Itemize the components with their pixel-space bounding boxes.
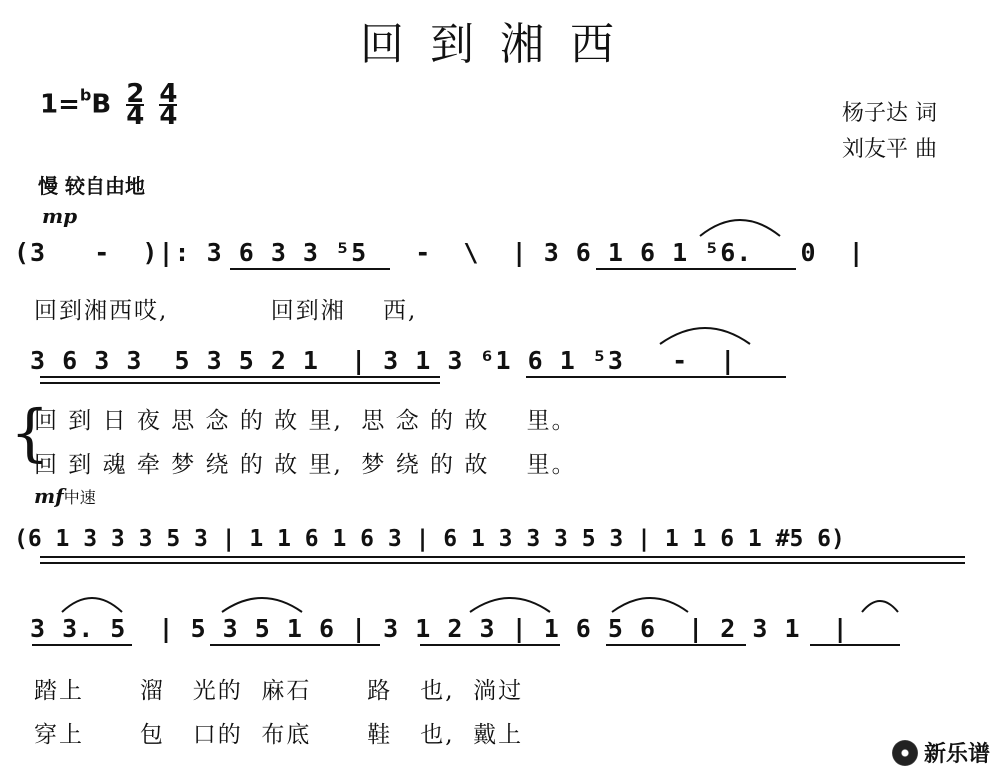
time-signature-2: $\frac{4}{4}$: [159, 79, 178, 131]
lyric-line-3a: 踏上 溜 光的 麻石 路 也, 淌过: [34, 678, 524, 704]
logo-text: 新乐谱: [923, 742, 990, 767]
tempo-medium: 中速: [63, 488, 96, 507]
verse-brace: {: [10, 396, 50, 469]
key-note: B: [91, 89, 112, 120]
dynamic-mp: mp: [42, 204, 78, 228]
key-prefix: 1=: [40, 89, 80, 120]
time-signature-1: $\frac{2}{4}$: [126, 79, 145, 131]
notation-row-4: 3 3. 5 | 5 3 5 1 6 | 3 1 2 3 | 1 6 5 6 | 2 3 1 |: [14, 614, 849, 643]
lyric-line-2b: 回 到 魂 牵 梦 绕 的 故 里, 梦 绕 的 故 里。: [34, 452, 577, 478]
notation-row-1: (3 - )|: 3 6 3 3 ⁵5 - \ | 3 6 1 6 1 ⁵6. 0 |: [14, 238, 865, 267]
site-logo: [892, 737, 990, 768]
tempo-marking: 慢 较自由地: [38, 174, 145, 198]
dynamic-mf: mf: [34, 484, 64, 508]
lyric-line-3b: 穿上 包 口的 布底 鞋 也, 戴上: [34, 722, 524, 748]
lyric-line-2a: 回 到 日 夜 思 念 的 故 里, 思 念 的 故 里。: [34, 408, 577, 434]
lyricist: 杨子达 词: [842, 101, 937, 126]
page-title: 回到湘西: [360, 19, 640, 70]
composer: 刘友平 曲: [842, 137, 937, 162]
notation-row-2: 3 6 3 3 5 3 5 2 1 | 3 1 3 ⁶1 6 1 ⁵3 - |: [14, 346, 737, 375]
disc-icon: [892, 740, 918, 766]
key-flat: b: [79, 85, 92, 105]
lyric-line-1: 回到湘西哎, 回到湘 西,: [34, 298, 418, 324]
notation-row-3: (6 1 3 3 3 5 3 | 1 1 6 1 6 3 | 6 1 3 3 3 5 3 | 1 1 6 1 #5 6): [14, 526, 845, 552]
